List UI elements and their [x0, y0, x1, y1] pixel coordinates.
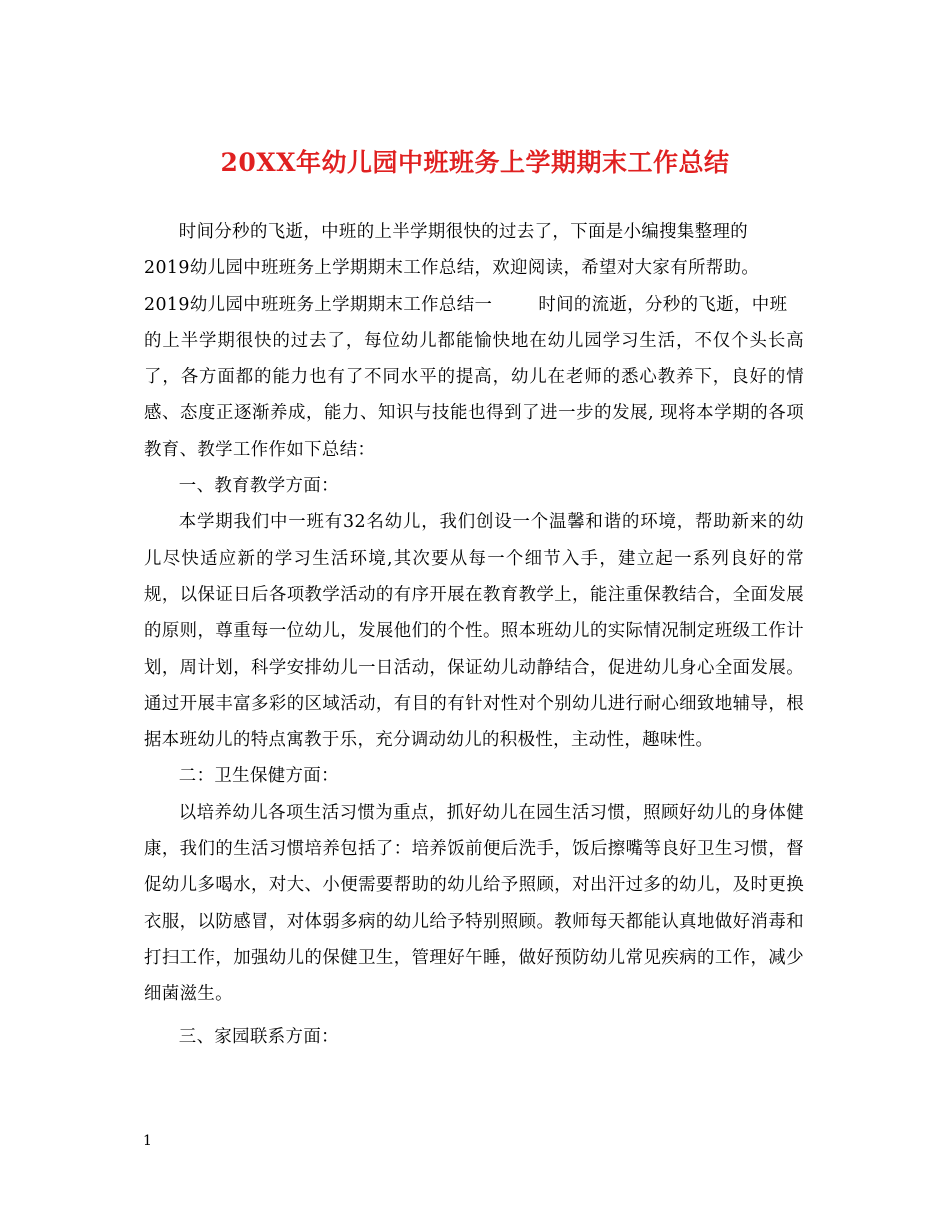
intro-paragraph-cont [144, 250, 804, 468]
intro-line-3-tail: 时间的流逝，分秒的飞逝，中班 [538, 294, 788, 315]
intro-line-2: 2019幼儿园中班班务上学期期末工作总结，欢迎阅读，希望对大家有所帮助。 [144, 258, 760, 279]
section-3-heading: 三、家园联系方面： [178, 1026, 339, 1047]
intro-rest: 的上半学期很快的过去了，每位幼儿都能愉快地在幼儿园学习生活，不仅个头长高了，各方面都的能力也有了不同水平的提高，幼儿在老师的悉心教养下，良好的情感、态度正逐渐养成，能力、知识与技能也得到了进一步的发展, 现将本学期的各项教育、教学工作作如下总结： [144, 330, 804, 460]
intro-subtitle: 2019幼儿园中班班务上学期期末工作总结一 [144, 294, 493, 315]
section-1-heading: 一、教育教学方面： [178, 476, 339, 497]
intro-paragraph [144, 214, 804, 250]
page-number: 1 [143, 1133, 152, 1149]
document-title: 20XX年幼儿园中班班务上学期期末工作总结 [220, 148, 730, 177]
section-2-heading: 二：卫生保健方面： [178, 766, 339, 787]
intro-line-1: 时间分秒的飞逝，中班的上半学期很快的过去了，下面是小编搜集整理的 [178, 222, 749, 242]
intro-line-3 [144, 287, 804, 323]
document-body [144, 214, 804, 1055]
section-2-body: 以培养幼儿各项生活习惯为重点，抓好幼儿在园生活习惯，照顾好幼儿的身体健康，我们的生活习惯培养包括了：培养饭前便后洗手，饭后擦嘴等良好卫生习惯，督促幼儿多喝水，对大、小便需要帮助的幼儿给予照顾，对出汗过多的幼儿，及时更换衣服，以防感冒，对体弱多病的幼儿给予特别照顾。教师每天都能认真地做好消毒和打扫工作，加强幼儿的保健卫生，管理好午睡，做好预防幼儿常见疾病的工作，减少细菌滋生。 [144, 802, 804, 1005]
section-1-body: 本学期我们中一班有32名幼儿，我们创设一个温馨和谐的环境，帮助新来的幼儿尽快适应新的学习生活环境,其次要从每一个细节入手，建立起一系列良好的常规，以保证日后各项教学活动的有序开展在教育教学上，能注重保教结合，全面发展的原则，尊重每一位幼儿，发展他们的个性。照本班幼儿的实际情况制定班级工作计划，周计划，科学安排幼儿一日活动，保证幼儿动静结合，促进幼儿身心全面发展。通过开展丰富多彩的区域活动，有目的有针对性对个别幼儿进行耐心细致地辅导，根据本班幼儿的特点寓教于乐，充分调动幼儿的积极性，主动性，趣味性。 [144, 512, 804, 751]
